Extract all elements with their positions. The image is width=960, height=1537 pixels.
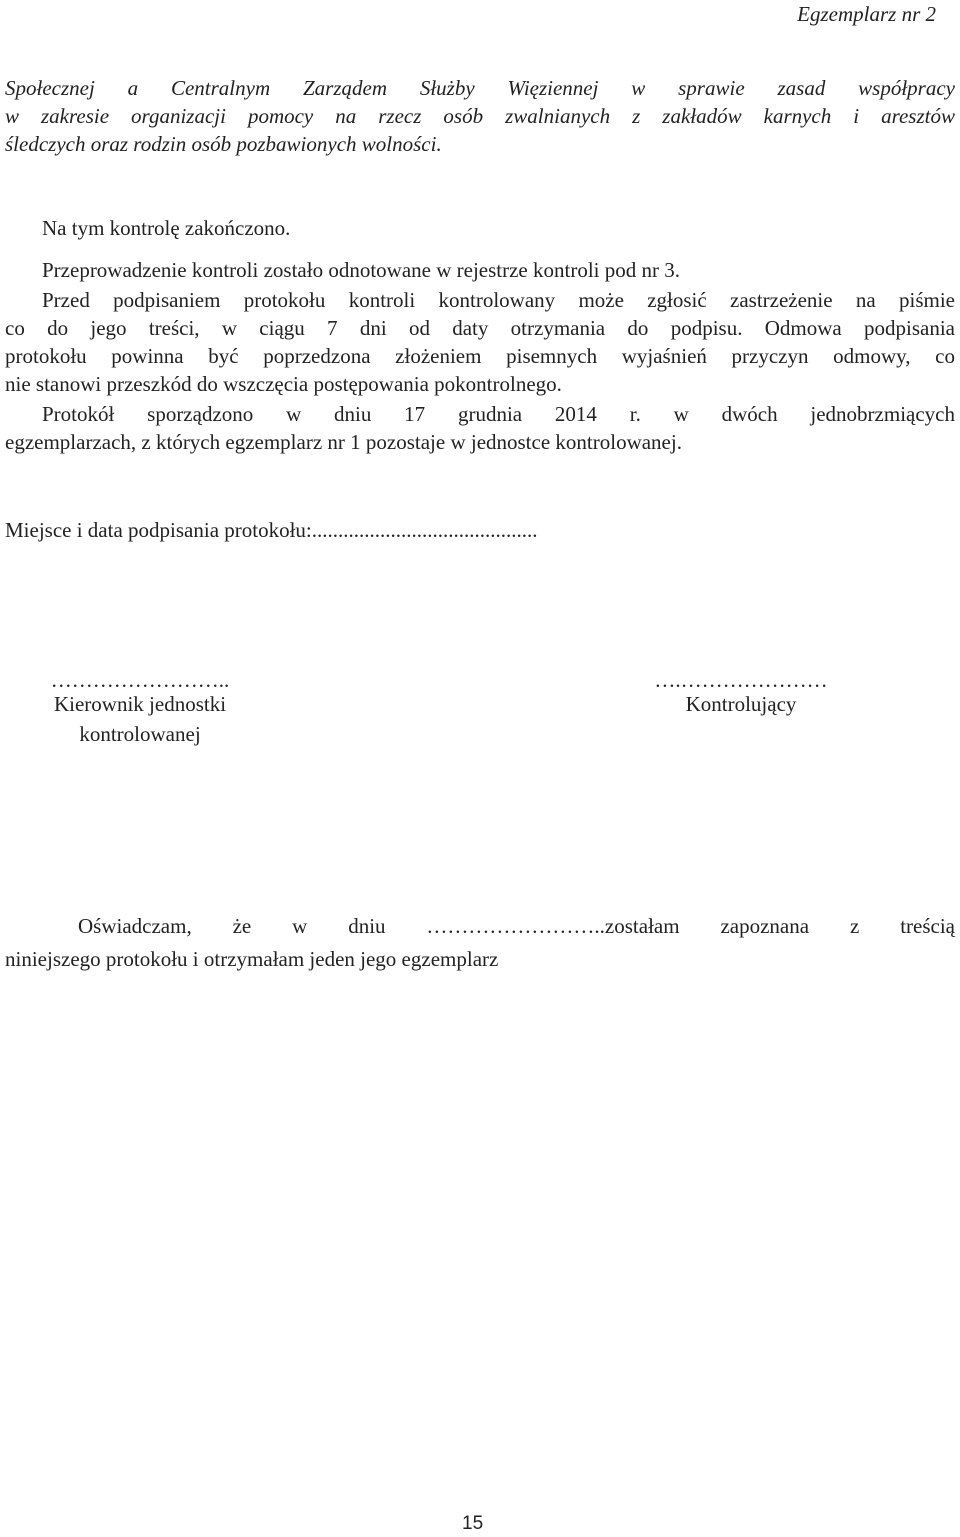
objection-line-3: protokołu powinna być poprzedzona złożeniem pisemnych wyjaśnień przyczyn odmowy, co	[5, 344, 955, 368]
intro-line-1: Społecznej a Centralnym Zarządem Służby Więziennej w sprawie zasad współpracy	[5, 76, 955, 100]
closing-sentence: Na tym kontrolę zakończono.	[42, 216, 291, 240]
page-number: 15	[462, 1513, 484, 1534]
intro-line-2: w zakresie organizacji pomocy na rzecz osób zwalnianych z zakładów karnych i aresztów	[5, 104, 955, 128]
drafted-line-1: Protokół sporządzono w dniu 17 grudnia 2014 r. w dwóch jednobrzmiących	[42, 402, 955, 426]
drafted-line-2: egzemplarzach, z których egzemplarz nr 1 pozostaje w jednostce kontrolowanej.	[5, 430, 682, 454]
copy-number-label: Egzemplarz nr 2	[797, 2, 936, 26]
left-signature-dots: ……………………..	[50, 668, 230, 692]
statement-line-1: Oświadczam, że w dniu ……………………..zostałam zapoznana z treścią	[78, 914, 955, 938]
left-signature-label-2: kontrolowanej	[79, 722, 201, 746]
right-signature-label: Kontrolujący	[685, 692, 797, 716]
objection-line-1: Przed podpisaniem protokołu kontroli kontrolowany może zgłosić zastrzeżenie na piśmie	[42, 288, 955, 312]
objection-line-2: co do jego treści, w ciągu 7 dni od daty otrzymania do podpisu. Odmowa podpisania	[5, 316, 955, 340]
signing-place-date: Miejsce i data podpisania protokołu:...........................................	[5, 518, 538, 542]
left-signature-label-1: Kierownik jednostki	[53, 692, 227, 716]
right-signature-dots: ….…………………	[654, 668, 828, 692]
objection-line-4: nie stanowi przeszkód do wszczęcia postępowania pokontrolnego.	[5, 372, 562, 396]
intro-line-3: śledczych oraz rodzin osób pozbawionych wolności.	[5, 132, 442, 156]
registry-sentence: Przeprowadzenie kontroli zostało odnotowane w rejestrze kontroli pod nr 3.	[42, 258, 680, 282]
statement-line-2: niniejszego protokołu i otrzymałam jeden jego egzemplarz	[5, 947, 499, 971]
